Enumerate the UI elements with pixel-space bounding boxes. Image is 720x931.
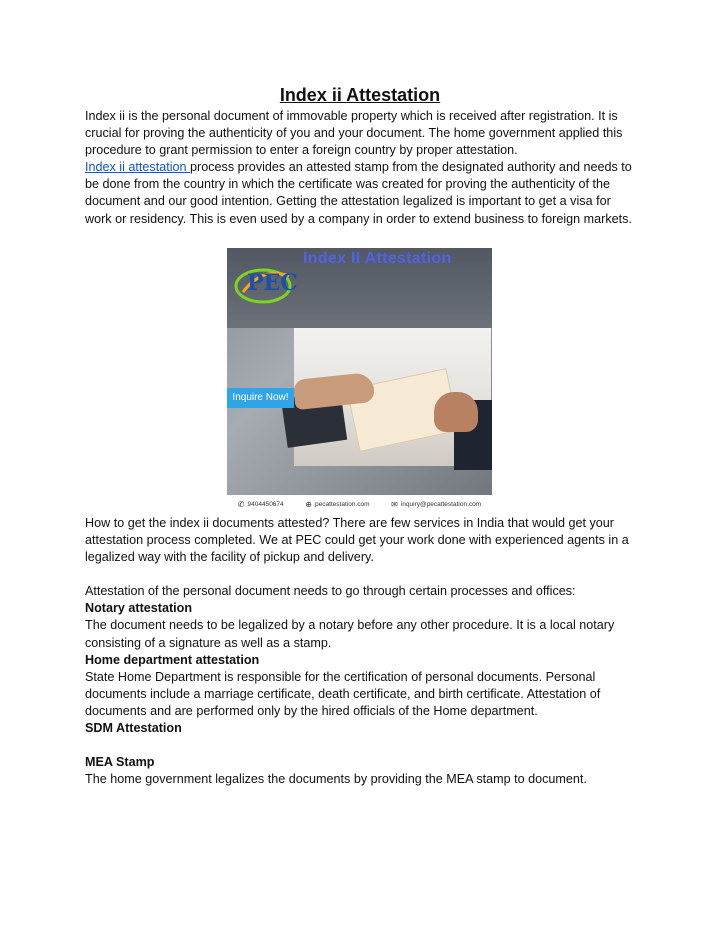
banner-title: Index II Attestation bbox=[303, 250, 452, 267]
website-text: pecattestation.com bbox=[314, 500, 370, 508]
intro-paragraph bbox=[85, 108, 640, 228]
mail-icon: ✉ bbox=[391, 499, 398, 509]
how-paragraph: How to get the index ii documents attested? There are few services in India that would get your attestation process completed. We at PEC could get your work done with experienced agents in a legalized way with the facility of pickup and delivery. bbox=[85, 516, 629, 565]
intro-text-2: process provides an attested stamp from the designated authority and needs to be done from the country in which the certificate was created for proving the authenticity of the document and our good intention. Getting the attestation legalized is important to get a visa for work or residency. This is even used by a company in order to extend business to foreign markets. bbox=[85, 160, 632, 226]
email-item bbox=[391, 500, 481, 509]
mea-heading: MEA Stamp bbox=[85, 755, 155, 770]
home-heading: Home department attestation bbox=[85, 652, 260, 667]
intro-block bbox=[85, 108, 640, 228]
globe-icon: ⊕ bbox=[305, 499, 312, 509]
pec-logo-text: PEC bbox=[247, 270, 298, 296]
intro-text: Index ii is the personal document of immovable property which is received after registration. It is crucial for proving the authenticity of you and your document. The home government applied this procedure to grant permission to enter a foreign country by proper attestation. bbox=[85, 109, 623, 158]
banner-footer bbox=[227, 495, 492, 513]
notary-heading: Notary attestation bbox=[85, 601, 193, 616]
sdm-heading: SDM Attestation bbox=[85, 721, 182, 736]
spacer bbox=[85, 566, 640, 583]
notary-text: The document needs to be legalized by a notary before any other procedure. It is a local notary consisting of a signature as well as a stamp. bbox=[85, 618, 615, 650]
hands-right bbox=[434, 392, 478, 432]
website-item bbox=[305, 500, 369, 509]
phone-item bbox=[238, 500, 284, 509]
phone-icon: ✆ bbox=[237, 499, 245, 509]
page-title: Index ii Attestation bbox=[279, 85, 441, 105]
spacer bbox=[85, 737, 640, 754]
index-ii-attestation-link[interactable]: Index ii attestation bbox=[85, 160, 191, 175]
home-text: State Home Department is responsible for the certification of personal documents. Personal documents include a marriage certificate, death certificate, and birth certificate. Attestation of documents and are performed only by the hired officials of the Home department. bbox=[85, 669, 601, 718]
email-text: inquiry@pecattestation.com bbox=[400, 500, 482, 508]
index-ii-attestation-banner bbox=[227, 248, 492, 513]
phone-number: 9404450674 bbox=[247, 500, 284, 508]
handshake-photo bbox=[294, 328, 491, 466]
mea-text: The home government legalizes the documents by providing the MEA stamp to document. bbox=[85, 772, 587, 787]
body-block bbox=[85, 515, 640, 788]
inquire-now-button[interactable]: Inquire Now! bbox=[227, 388, 294, 408]
offices-intro: Attestation of the personal document needs to go through certain processes and offices: bbox=[85, 584, 576, 599]
